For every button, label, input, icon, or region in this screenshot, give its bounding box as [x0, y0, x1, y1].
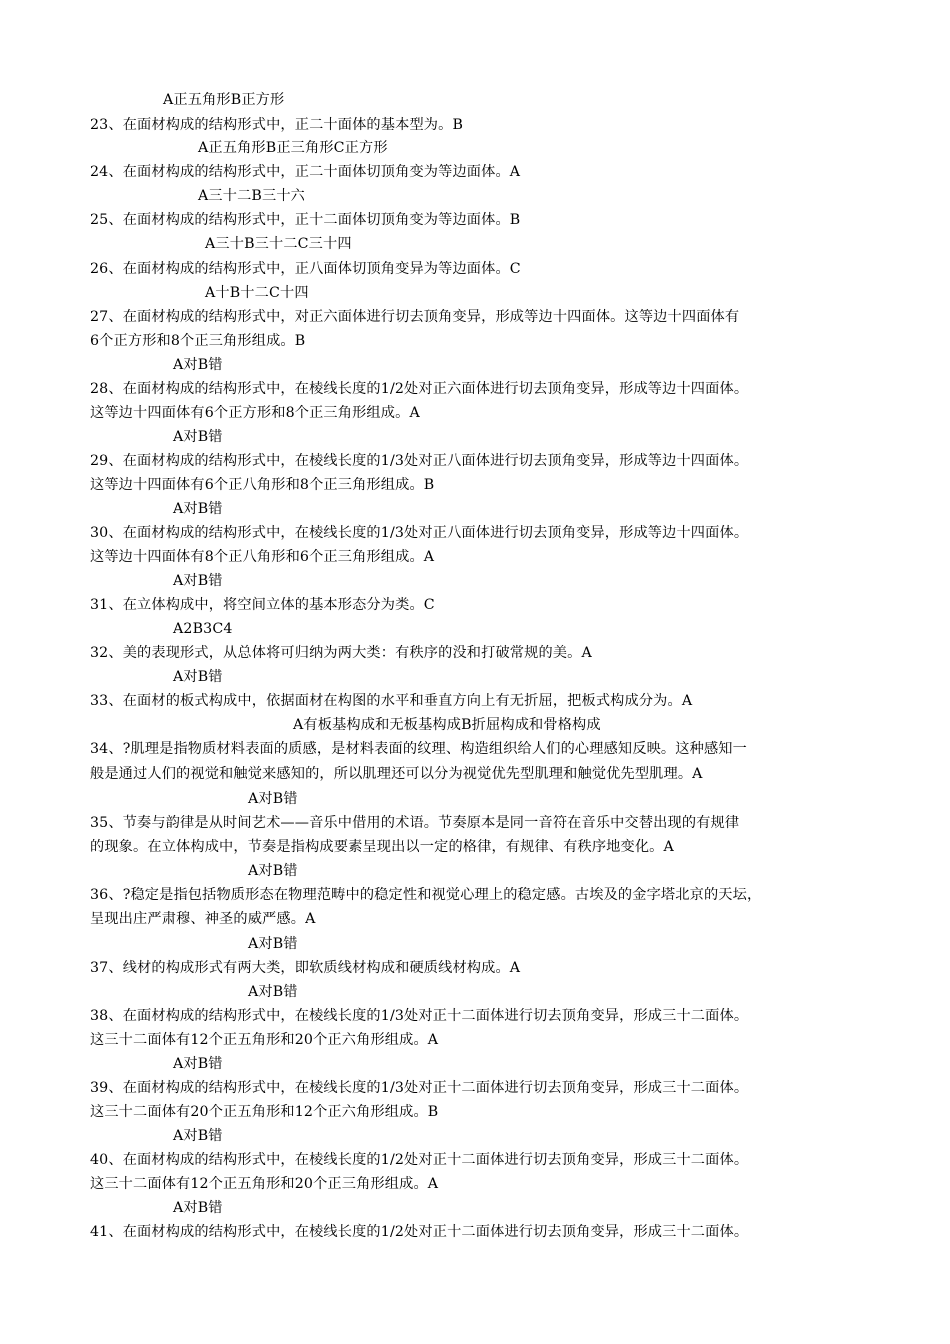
answer-options: A十B十二C十四: [205, 285, 309, 301]
question-text: 这等边十四面体有6个正方形和8个正三角形组成。A: [90, 405, 420, 421]
question-text: 32、美的表现形式，从总体将可归纳为两大类：有秩序的没和打破常规的美。A: [90, 645, 592, 661]
question-text: 41、在面材构成的结构形式中，在棱线长度的1/2处对正十二面体进行切去顶角变异，形成三十二面体。: [90, 1224, 749, 1240]
question-text: 这三十二面体有12个正五角形和20个正三角形组成。A: [90, 1176, 439, 1192]
question-text: 27、在面材构成的结构形式中，对正六面体进行切去顶角变异，形成等边十四面体。这等边十四面体有: [90, 309, 740, 325]
question-text: 这三十二面体有20个正五角形和12个正六角形组成。B: [90, 1104, 439, 1120]
answer-options: A对B错: [173, 501, 223, 517]
answer-options: A正五角形B正三角形C正方形: [198, 140, 388, 156]
answer-options: A对B错: [173, 1200, 223, 1216]
question-text: 的现象。在立体构成中，节奏是指构成要素呈现出以一定的格律，有规律、有秩序地变化。A: [90, 839, 674, 855]
question-text: 37、线材的构成形式有两大类，即软质线材构成和硬质线材构成。A: [90, 960, 521, 976]
question-text: 这等边十四面体有6个正八角形和8个正三角形组成。B: [90, 477, 435, 493]
question-text: 35、节奏与韵律是从时间艺术——音乐中借用的术语。节奏原本是同一音符在音乐中交替出现的有规律: [90, 815, 740, 831]
question-text: 34、?肌理是指物质材料表面的质感，是材料表面的纹理、构造组织给人们的心理感知反映。这种感知一: [90, 741, 747, 757]
question-text: 6个正方形和8个正三角形组成。B: [90, 333, 306, 349]
answer-options: A对B错: [173, 1128, 223, 1144]
question-text: 33、在面材的板式构成中，依据面材在构图的水平和垂直方向上有无折屈，把板式构成分为。A: [90, 693, 693, 709]
question-text: 36、?稳定是指包括物质形态在物理范畴中的稳定性和视觉心理上的稳定感。古埃及的金字塔北京的天坛，: [90, 887, 762, 903]
question-text: 38、在面材构成的结构形式中，在棱线长度的1/3处对正十二面体进行切去顶角变异，形成三十二面体。: [90, 1008, 749, 1024]
question-text: 39、在面材构成的结构形式中，在棱线长度的1/3处对正十二面体进行切去顶角变异，形成三十二面体。: [90, 1080, 749, 1096]
answer-options: A对B错: [173, 573, 223, 589]
question-text: 25、在面材构成的结构形式中，正十二面体切顶角变为等边面体。B: [90, 212, 521, 228]
answer-options: A2B3C4: [173, 621, 233, 637]
question-text: 26、在面材构成的结构形式中，正八面体切顶角变异为等边面体。C: [90, 261, 521, 277]
question-text: 31、在立体构成中，将空间立体的基本形态分为类。C: [90, 597, 435, 613]
question-text: 23、在面材构成的结构形式中，正二十面体的基本型为。B: [90, 117, 464, 133]
answer-options: A对B错: [173, 429, 223, 445]
question-text: 40、在面材构成的结构形式中，在棱线长度的1/2处对正十二面体进行切去顶角变异，形成三十二面体。: [90, 1152, 749, 1168]
answer-options: A正五角形B正方形: [163, 92, 285, 108]
answer-options: A对B错: [173, 1056, 223, 1072]
question-text: 呈现出庄严肃穆、神圣的威严感。A: [90, 911, 316, 927]
answer-options: A对B错: [248, 936, 298, 952]
question-text: 30、在面材构成的结构形式中，在棱线长度的1/3处对正八面体进行切去顶角变异，形成等边十四面体。: [90, 525, 749, 541]
question-text: 29、在面材构成的结构形式中，在棱线长度的1/3处对正八面体进行切去顶角变异，形成等边十四面体。: [90, 453, 749, 469]
question-text: 这三十二面体有12个正五角形和20个正六角形组成。A: [90, 1032, 439, 1048]
answer-options: A三十二B三十六: [198, 188, 305, 204]
answer-options: A对B错: [173, 669, 223, 685]
answer-options: A有板基构成和无板基构成B折屈构成和骨格构成: [293, 717, 601, 733]
answer-options: A对B错: [173, 357, 223, 373]
answer-options: A三十B三十二C三十四: [205, 236, 352, 252]
answer-options: A对B错: [248, 984, 298, 1000]
question-text: 般是通过人们的视觉和触觉来感知的，所以肌理还可以分为视觉优先型肌理和触觉优先型肌理。A: [90, 766, 703, 782]
answer-options: A对B错: [248, 863, 298, 879]
answer-options: A对B错: [248, 791, 298, 807]
question-text: 28、在面材构成的结构形式中，在棱线长度的1/2处对正六面体进行切去顶角变异，形成等边十四面体。: [90, 381, 749, 397]
question-text: 24、在面材构成的结构形式中，正二十面体切顶角变为等边面体。A: [90, 164, 521, 180]
question-text: 这等边十四面体有8个正八角形和6个正三角形组成。A: [90, 549, 435, 565]
